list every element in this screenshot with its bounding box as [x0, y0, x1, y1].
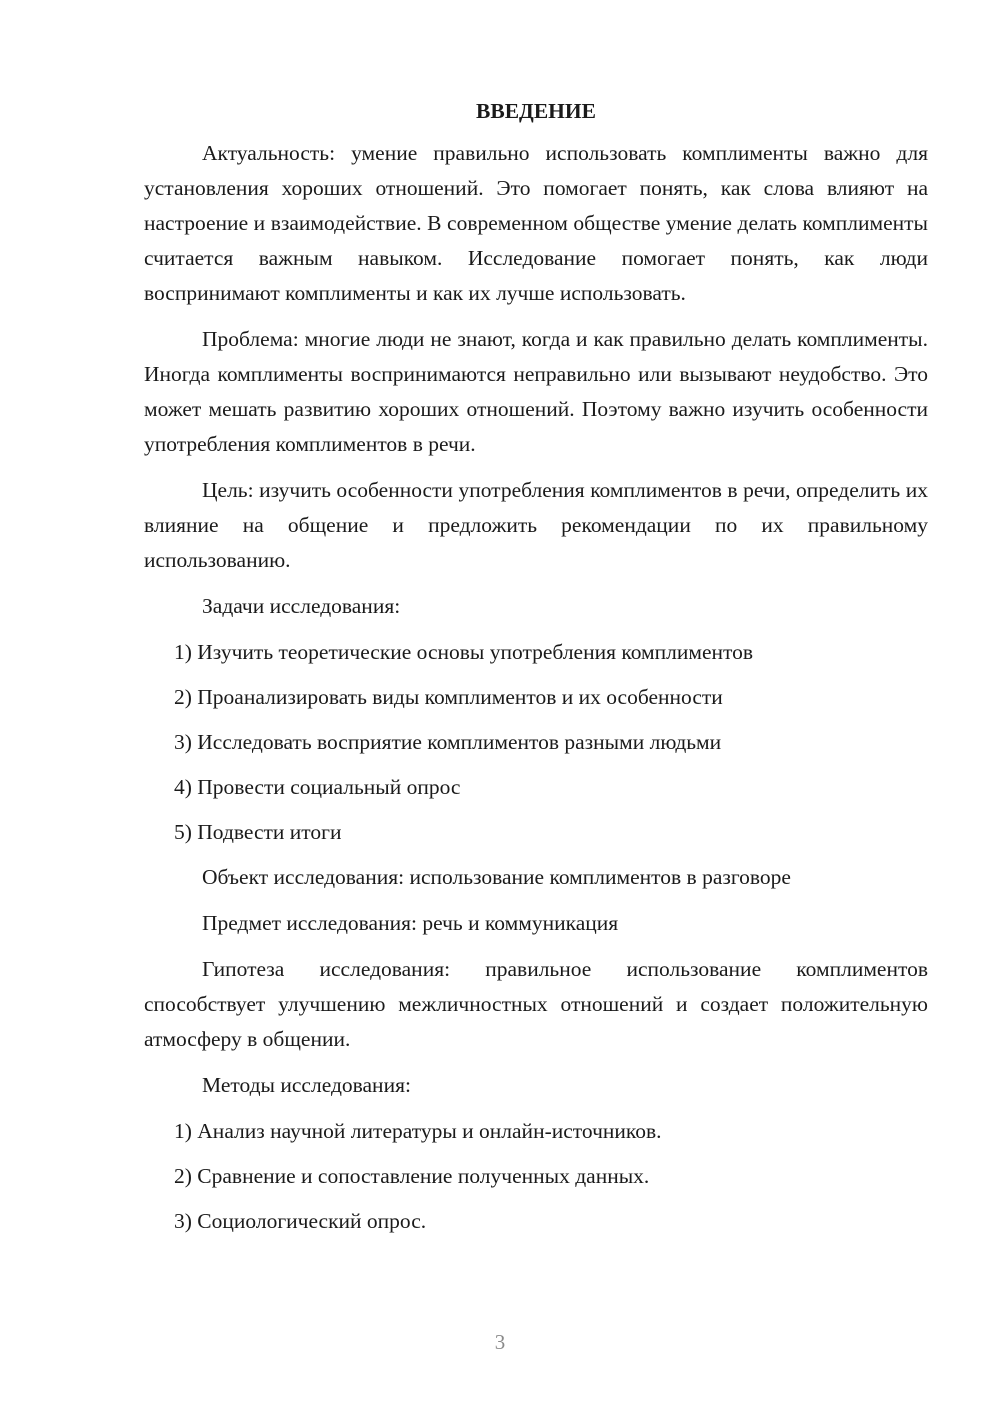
list-item: 1) Изучить теоретические основы употребления комплиментов	[174, 640, 754, 664]
relevance-paragraph: Актуальность: умение правильно использовать комплименты важно для установления хороших отношений. Это помогает понять, как слова влияют на настроение и взаимодействие. В современном обществе умение делать комплименты считается важным навыком. Исследование помогает понять, как люди воспринимают комплименты и как их лучше использовать.	[144, 141, 928, 305]
list-item: 3) Исследовать восприятие комплиментов разными людьми	[174, 730, 722, 754]
hypothesis-paragraph: Гипотеза исследования: правильное использование комплиментов способствует улучшению межличностных отношений и создает положительную атмосферу в общении.	[144, 957, 928, 1051]
subject-paragraph: Предмет исследования: речь и коммуникация	[202, 911, 619, 935]
list-item: 4) Провести социальный опрос	[174, 775, 461, 799]
page-title: ВВЕДЕНИЕ	[476, 99, 596, 123]
methods-list	[144, 1114, 928, 1239]
tasks-heading: Задачи исследования:	[202, 594, 401, 618]
goal-paragraph: Цель: изучить особенности употребления комплиментов в речи, определить их влияние на общение и предложить рекомендации по их правильному использованию.	[144, 478, 928, 572]
list-item: 1) Анализ научной литературы и онлайн-источников.	[174, 1119, 662, 1143]
page-number: 3	[494, 1330, 506, 1354]
tasks-list	[144, 635, 928, 850]
document-page	[144, 96, 928, 1249]
methods-heading: Методы исследования:	[202, 1073, 411, 1097]
list-item: 2) Сравнение и сопоставление полученных данных.	[174, 1164, 650, 1188]
problem-paragraph: Проблема: многие люди не знают, когда и как правильно делать комплименты. Иногда комплименты воспринимаются неправильно или вызывают неудобство. Это может мешать развитию хороших отношений. Поэтому важно изучить особенности употребления комплиментов в речи.	[144, 327, 928, 456]
list-item: 3) Социологический опрос.	[174, 1209, 427, 1233]
object-paragraph: Объект исследования: использование комплиментов в разговоре	[202, 865, 791, 889]
list-item: 5) Подвести итоги	[174, 820, 342, 844]
list-item: 2) Проанализировать виды комплиментов и их особенности	[174, 685, 723, 709]
